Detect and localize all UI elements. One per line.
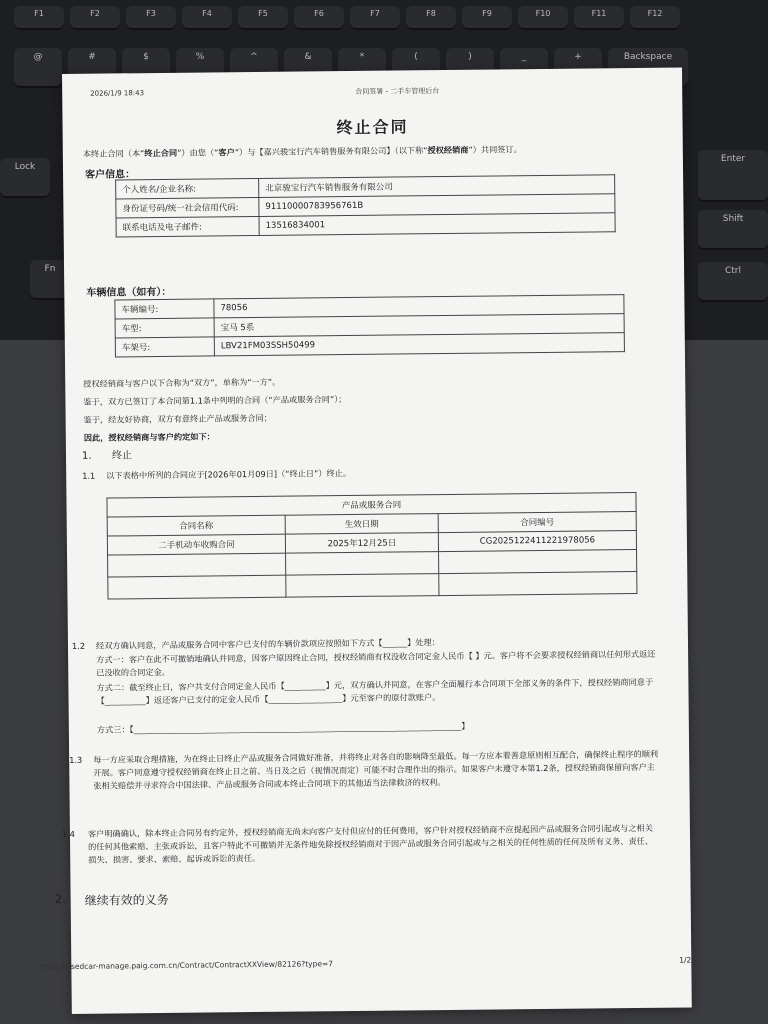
backspace-key: Backspace — [608, 48, 688, 88]
row-label: 车型: — [115, 318, 214, 338]
ctrl-key: Ctrl — [698, 262, 768, 302]
row-label: 个人姓名/企业名称: — [116, 178, 259, 198]
symbol-key: ) — [446, 48, 494, 88]
clause-1-3-text: 每一方应采取合理措施，为在终止日终止产品或服务合同做好准备，并将终止对各自的影响降至最低。每一方应本着善意原则相互配合，确保终止程序的顺利开展。客户同意遵守授权经销商在终止日之前、当日及之后（视情况而定）可能不时合理作出的指示。如果客户未遵守本第1.2条，授权经销商保留向客户主张相关赔偿并寻求符合中国法律、产品或服务合同或本终止合同项下的其他适当法律救济的权利。 — [93, 748, 659, 791]
key-f4: F4 — [182, 6, 232, 30]
clause-1-2-number: 1.2 — [71, 640, 86, 651]
key-f3: F3 — [126, 6, 176, 30]
table-cell — [286, 552, 439, 576]
symbol-key: & — [284, 48, 332, 88]
table-cell — [286, 574, 439, 598]
symbol-key: # — [68, 48, 116, 88]
table-cell — [439, 572, 637, 596]
vehicle-info-table — [114, 294, 625, 357]
table-row — [116, 213, 615, 237]
system-title: 合同签署 - 二手车管理后台 — [355, 87, 440, 96]
table-cell: CG20251224112219780​56 — [438, 531, 636, 552]
print-date: 2026/1/9 18:43 — [90, 89, 145, 98]
key-f12: F12 — [630, 6, 680, 30]
document-title: 终止合同 — [336, 117, 409, 138]
whereas-paragraph-2: 鉴于，经友好协商，双方有意终止产品或服务合同； — [83, 412, 272, 425]
table-cell — [108, 553, 286, 577]
whereas-paragraph-1: 鉴于，双方已签订了本合同第1.1条中列明的合同（“产品或服务合同”）； — [83, 394, 347, 407]
page-number: 1/2 — [679, 955, 692, 965]
intro-paragraph — [83, 142, 663, 161]
row-value: 北京骏宝行汽车销售服务有限公司 — [259, 175, 615, 198]
section-1-number: 1. — [81, 450, 92, 462]
table-row — [115, 333, 624, 357]
contract-list-table — [106, 492, 637, 600]
clause-1-2-text: 经双方确认同意，产品或服务合同中客户已支付的车辆价款项应按照如下方式【______】处理： — [95, 637, 440, 651]
table-cell — [439, 550, 637, 574]
key-f1: F1 — [14, 6, 64, 30]
symbol-key: @ — [14, 48, 62, 88]
key-f6: F6 — [294, 6, 344, 30]
clause-1-3-number: 1.3 — [69, 754, 83, 765]
caps-lock-key: Lock — [0, 158, 50, 198]
parties-paragraph: 授权经销商与客户以下合称为“双方”，单称为“一方”。 — [83, 376, 281, 389]
section-1-title: 终止 — [111, 450, 133, 462]
clause-1-2-method-2: 方式二：截至终止日，客户共支付合同定金人民币【__________】元，双方确认并同意，在客户全面履行本合同项下全部义务的条件下，授权经销商同意于【__________】返还客户已支付的定金人民币【__________________】元至客户的原付款账户。 — [96, 676, 654, 706]
key-f7: F7 — [350, 6, 400, 30]
symbol-key: ^ — [230, 48, 278, 88]
table-cell: 2025年12月25日 — [285, 533, 438, 554]
shift-key: Shift — [698, 210, 768, 250]
row-value: LBV21FM03SSH50499 — [214, 333, 624, 356]
clause-1-1-text: 以下表格中所列的合同应于[2026年01月09日]（“终止日”）终止。 — [106, 467, 352, 481]
function-key-row — [14, 6, 768, 30]
key-f2: F2 — [70, 6, 120, 30]
symbol-key: _ — [500, 48, 548, 88]
symbol-key: $ — [122, 48, 170, 88]
row-value: 13516834001 — [259, 213, 615, 236]
intro-text: 本终止合同（本“ — [82, 148, 145, 159]
row-label: 车架号: — [115, 337, 214, 357]
column-header: 合同编号 — [438, 512, 636, 533]
intro-text: ”）由您（“ — [177, 147, 219, 158]
symbol-key: + — [554, 48, 602, 88]
table-row — [108, 572, 637, 600]
key-f5: F5 — [238, 6, 288, 30]
fn-key: Fn — [30, 260, 70, 300]
column-header: 合同名称 — [107, 515, 285, 536]
intro-term: 客户 — [218, 147, 235, 158]
intro-term: 授权经销商 — [427, 144, 469, 156]
key-f10: F10 — [518, 6, 568, 30]
key-f11: F11 — [574, 6, 624, 30]
table-caption: 产品或服务合同 — [107, 493, 636, 518]
intro-text: ”）与【嘉兴骏宝行汽车销售服务有限公司】（以下称“ — [234, 145, 428, 158]
clause-1-4-number: 1.4 — [61, 828, 76, 840]
print-header — [90, 84, 662, 98]
footer-url: https://usedcar-manage.paig.com.cn/Contract/ContractXXView/82126?type=7 — [39, 959, 334, 972]
vehicle-section-title: 车辆信息（如有）： — [86, 286, 172, 299]
section-2-number: 2. — [54, 892, 67, 907]
customer-info-table — [115, 174, 616, 237]
key-f9: F9 — [462, 6, 512, 30]
key-f8: F8 — [406, 6, 456, 30]
clause-1-1-number: 1.1 — [82, 470, 96, 481]
table-cell — [108, 575, 286, 599]
symbol-key: ( — [392, 48, 440, 88]
row-value: 宝马 5系 — [214, 314, 624, 337]
row-label: 身份证号码/统一社会信用代码: — [116, 197, 259, 217]
column-header: 生效日期 — [285, 514, 438, 535]
symbol-key: % — [176, 48, 224, 88]
intro-text: ”）共同签订。 — [468, 144, 522, 155]
therefore-paragraph: 因此，授权经销商与客户约定如下： — [83, 431, 215, 443]
row-label: 车辆编号: — [115, 299, 214, 319]
row-label: 联系电话及电子邮件: — [116, 216, 259, 236]
row-value: 91110000783956761B — [259, 194, 615, 217]
clause-1-4-text: 客户明确确认，除本终止合同另有约定外，授权经销商无尚未向客户支付但应付的任何费用，客户针对授权经销商不应提起因产品或服务合同引起或与之相关的任何其他索赔、主张或诉讼，且客户特此不可撤销并无条件地免除授权经销商对于因产品或服务合同引起或与之相关的任何性质的任何及所有义务、责任、损失、损害、要求、索赔、起诉或诉讼的责任。 — [87, 822, 654, 865]
clause-1-2-method-3: 方式三：【________________________________________________________________________________】 — [96, 720, 470, 735]
customer-section-title: 客户信息： — [85, 169, 136, 181]
enter-key: Enter — [698, 150, 768, 202]
intro-term: 终止合同 — [144, 147, 178, 159]
section-2-title: 继续有效的义务 — [84, 892, 169, 908]
clause-1-2-method-1: 方式一：客户在此不可撤销地确认并同意，因客户原因终止合同，授权经销商有权没收合同定金人民币【 】元。客户将不会要求授权经销商以任何形式返还已没收的合同定金。 — [96, 648, 656, 678]
symbol-key: * — [338, 48, 386, 88]
row-value: 78056 — [214, 295, 624, 318]
table-cell: 二手机动车收购合同 — [107, 534, 285, 555]
